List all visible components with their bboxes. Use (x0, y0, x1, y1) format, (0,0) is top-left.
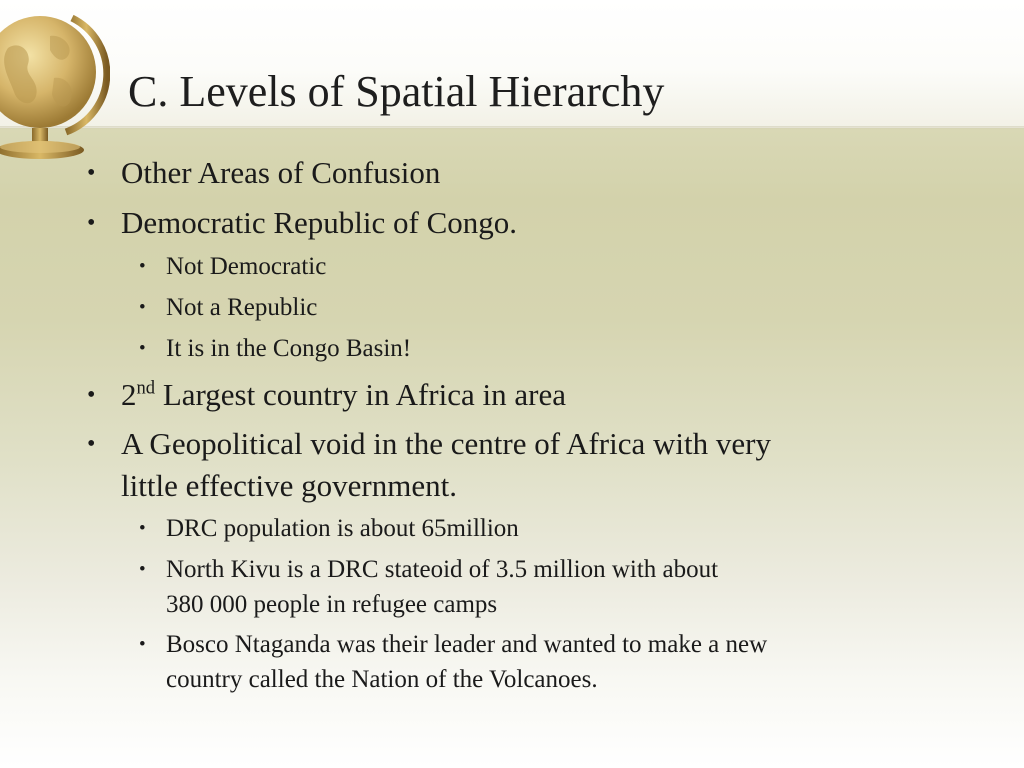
list-item-text: Not a Republic (166, 294, 318, 321)
list-item (87, 423, 771, 507)
list-item (139, 249, 327, 284)
slide-title: C. Levels of Spatial Hierarchy (128, 67, 665, 116)
list-item-text (121, 377, 566, 412)
list-item (87, 152, 441, 194)
list-item-text-continued: little effective government. (121, 468, 457, 503)
bullet-icon: • (139, 297, 146, 318)
list-item (139, 290, 318, 325)
bullet-icon: • (87, 210, 96, 236)
list-item-text: DRC population is about 65million (166, 515, 519, 542)
bullet-icon: • (87, 160, 96, 186)
bullet-icon: • (139, 338, 146, 359)
list-item (139, 511, 519, 546)
list-item-text: Other Areas of Confusion (121, 155, 441, 190)
ordinal-number: 2 (121, 377, 137, 412)
list-item-text: Democratic Republic of Congo. (121, 205, 518, 240)
list-item (139, 331, 412, 366)
list-item-text-continued: 380 000 people in refugee camps (166, 591, 498, 618)
list-item-text: Not Democratic (166, 253, 327, 280)
list-item-text: Bosco Ntaganda was their leader and wanted to make a new (166, 631, 768, 658)
list-item-text-continued: country called the Nation of the Volcanoes. (166, 666, 598, 693)
list-item-text: North Kivu is a DRC stateoid of 3.5 million with about (166, 556, 719, 583)
list-item (139, 627, 768, 697)
list-item (87, 374, 566, 416)
bullet-icon: • (87, 431, 96, 457)
bullet-icon: • (139, 634, 146, 655)
ordinal-suffix: nd (136, 377, 156, 399)
list-item-text: It is in the Congo Basin! (166, 335, 412, 362)
list-item (87, 202, 518, 244)
globe-icon (0, 0, 110, 170)
bullet-icon: • (139, 559, 146, 580)
title-divider (0, 126, 1024, 130)
list-item-text-rest: Largest country in Africa in area (155, 377, 566, 412)
bullet-icon: • (139, 256, 146, 277)
list-item (139, 552, 719, 622)
bullet-icon: • (139, 518, 146, 539)
list-item-text: A Geopolitical void in the centre of Africa with very (121, 426, 771, 461)
bullet-icon: • (87, 382, 96, 408)
